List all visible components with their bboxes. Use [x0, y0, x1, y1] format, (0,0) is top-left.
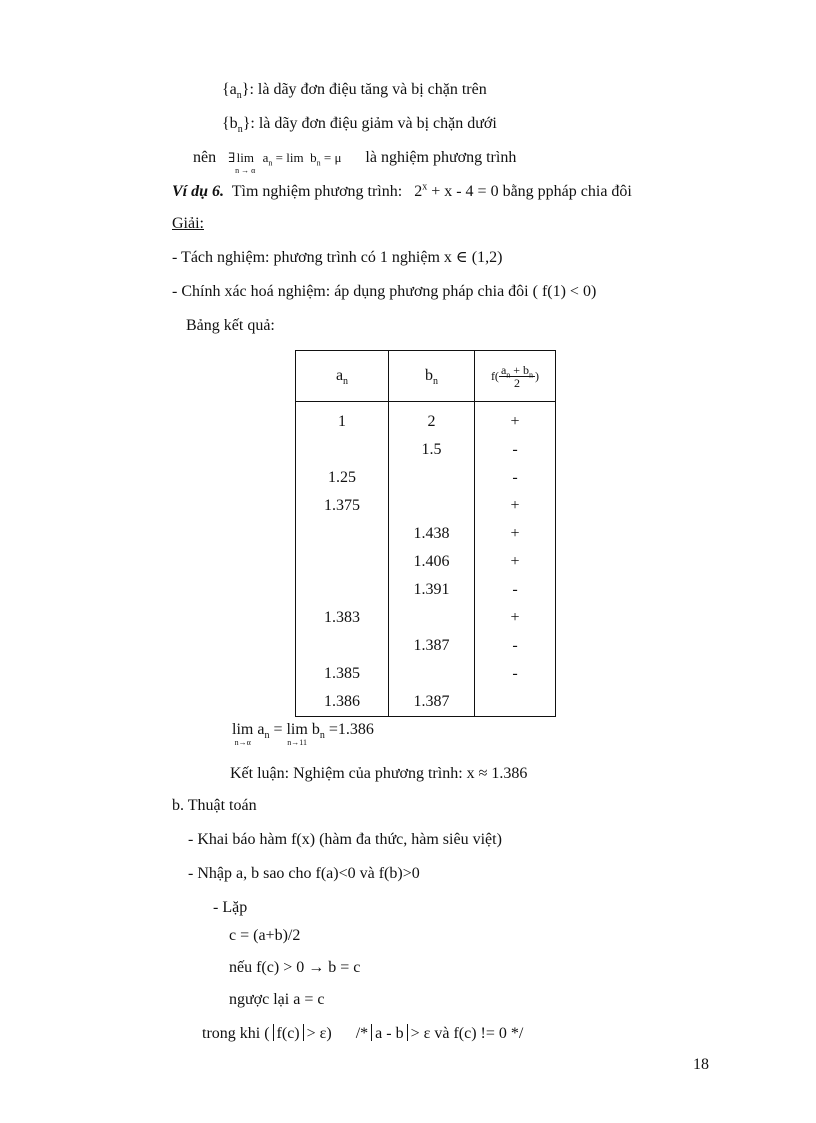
- cell-an: [296, 520, 389, 548]
- example-heading: Ví dụ 6. Tìm nghiệm phương trình: 2$^x$ + x - 4 = 0 bằng ppháp chia đôi: [172, 181, 632, 200]
- table-row: [296, 492, 556, 520]
- cell-bn: 1.387: [389, 632, 475, 660]
- cell-sign: -: [475, 436, 556, 464]
- cell-sign: +: [475, 520, 556, 548]
- cell-bn: [389, 492, 475, 520]
- table-row: [296, 464, 556, 492]
- separation-step: - Tách nghiệm: phương trình có 1 nghiệm x ∈ (1,2): [172, 249, 503, 266]
- algo-step: - Khai báo hàm f(x) (hàm đa thức, hàm siêu việt): [188, 831, 502, 848]
- cell-an: 1.25: [296, 464, 389, 492]
- table-row: [296, 604, 556, 632]
- bisection-results-table: [295, 350, 556, 717]
- sequence-b-line: $\{b_n\}$: là dãy đơn điệu giảm và bị chặn dưới: [222, 115, 497, 136]
- cell-bn: 1.5: [389, 436, 475, 464]
- algorithm-title: b. Thuật toán: [172, 797, 257, 814]
- sequence-a-line: $\{a_n\}$: là dãy đơn điệu tăng và bị chặn trên: [222, 81, 487, 102]
- cell-an: 1.386: [296, 688, 389, 717]
- table-row: [296, 632, 556, 660]
- algo-step: ngược lại a = c: [229, 991, 325, 1008]
- cell-bn: 1.391: [389, 576, 475, 604]
- header-an: $a_n$: [296, 351, 389, 402]
- cell-an: [296, 576, 389, 604]
- cell-an: [296, 548, 389, 576]
- page-number: 18: [693, 1056, 709, 1073]
- cell-an: 1.383: [296, 604, 389, 632]
- algo-step: nếu f(c) > 0 → b = c: [229, 959, 361, 976]
- while-condition-line: trong khi ( f(c) > ε) /* a - b > ε và f(c) != 0 */: [202, 1025, 524, 1042]
- cell-sign: +: [475, 402, 556, 437]
- table-header-row: [296, 351, 556, 402]
- cell-sign: -: [475, 632, 556, 660]
- header-f-mid: f( $\frac{a_n + b_n}{2}$ ): [475, 351, 556, 402]
- conclusion-line: Kết luận: Nghiệm của phương trình: x ≈ 1.386: [230, 765, 528, 782]
- table-row: [296, 688, 556, 717]
- cell-sign: -: [475, 464, 556, 492]
- header-bn: $b_n$: [389, 351, 475, 402]
- cell-bn: 1.406: [389, 548, 475, 576]
- table-row: [296, 436, 556, 464]
- cell-bn: [389, 604, 475, 632]
- algo-step: - Nhập a, b sao cho f(a)<0 và f(b)>0: [188, 865, 420, 882]
- table-caption: Bảng kết quả:: [186, 317, 275, 334]
- cell-an: 1.385: [296, 660, 389, 688]
- cell-sign: +: [475, 548, 556, 576]
- solution-label: Giải:: [172, 215, 204, 232]
- limit-conclusion-line: nên ∃lim n → α $a_n = \lim b_n = \mu$ là nghiệm phương trình: [193, 149, 517, 175]
- algo-step: - Lặp: [213, 899, 248, 916]
- cell-sign: -: [475, 660, 556, 688]
- limit-result-line: lim n→α $a_n = \lim$ n→11 $b_n =1.386$: [232, 721, 374, 747]
- cell-sign: +: [475, 492, 556, 520]
- table-row: [296, 548, 556, 576]
- cell-sign: -: [475, 576, 556, 604]
- cell-an: 1.375: [296, 492, 389, 520]
- cell-an: [296, 632, 389, 660]
- table-row: [296, 576, 556, 604]
- cell-bn: [389, 660, 475, 688]
- cell-sign: +: [475, 604, 556, 632]
- refinement-step: - Chính xác hoá nghiệm: áp dụng phương pháp chia đôi ( f(1) < 0): [172, 283, 597, 300]
- cell-an: 1: [296, 402, 389, 437]
- cell-sign: [475, 688, 556, 717]
- cell-an: [296, 436, 389, 464]
- table-row: [296, 520, 556, 548]
- cell-bn: 1.387: [389, 688, 475, 717]
- algo-step: c = (a+b)/2: [229, 927, 301, 944]
- table-row: [296, 402, 556, 437]
- table-row: [296, 660, 556, 688]
- cell-bn: [389, 464, 475, 492]
- cell-bn: 2: [389, 402, 475, 437]
- cell-bn: 1.438: [389, 520, 475, 548]
